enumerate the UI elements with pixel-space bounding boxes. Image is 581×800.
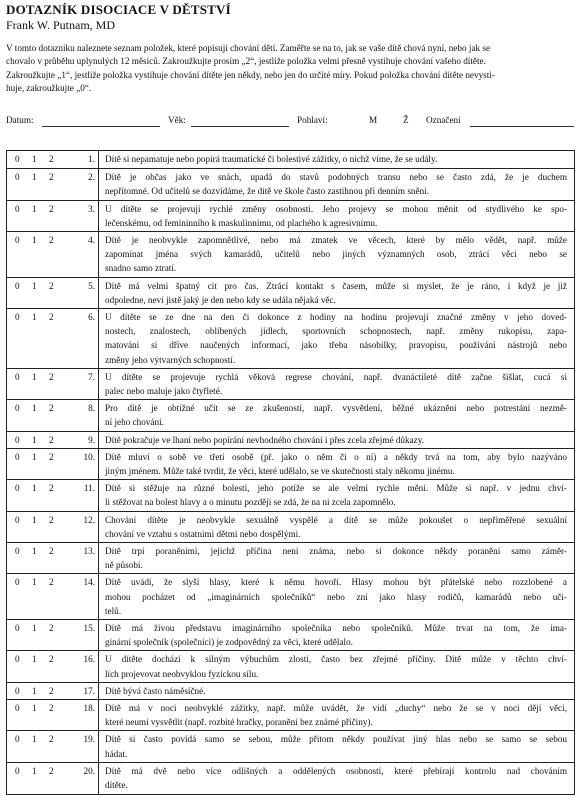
rating-option-2[interactable]: 2 [49, 483, 54, 494]
item-row [7, 542, 574, 573]
item-row [7, 431, 574, 448]
item-number: 20. [83, 765, 95, 776]
rating-option-0[interactable]: 0 [15, 514, 20, 525]
rating-option-0[interactable]: 0 [15, 654, 20, 665]
rating-option-1[interactable]: 1 [32, 685, 37, 696]
item-text-line: nepřítomné. Od učitelů se dozvídáme, že dítě ve škole často zastihnou při denním snění. [105, 186, 430, 197]
rating-option-1[interactable]: 1 [32, 546, 37, 556]
instructions-line: V tomto dotazníku naleznete seznam položek, které popisují chování dětí. Zaměřte se na to, jak se vaše dítě chová nyní, nebo jak se [6, 43, 491, 53]
item-text [105, 513, 567, 541]
item-text-line: Dítě uvádí, že slyší hlasy, které k němu hovoří. Hlasy mohou být přátelské nebo rozzlobené a [105, 577, 567, 588]
rating-option-0[interactable]: 0 [15, 280, 20, 291]
rating-option-0[interactable]: 0 [15, 734, 20, 745]
item-text [105, 152, 567, 166]
item-row [7, 730, 574, 761]
rating-option-0[interactable]: 0 [15, 403, 20, 414]
item-text-line: Dítě je občas jako ve snách, upadá do stavů podobných transu nebo se často zdá, že je duchem [105, 172, 567, 183]
item-text-line: Dítě má v noci neobvyklé zážitky, např. může uvádět, že vidí „duchy“ nebo že se v noci dějí věci, [105, 703, 567, 713]
rating-option-0[interactable]: 0 [15, 765, 20, 776]
rating-option-2[interactable]: 2 [49, 434, 54, 445]
rating-option-2[interactable]: 2 [49, 765, 54, 776]
item-row [7, 399, 574, 430]
item-number: 8. [88, 403, 95, 414]
item-text-line: Dítě si stěžuje na různé bolesti, jeho potíže se ale velmi rychle mění. Může si např. v jednu chví- [105, 483, 567, 494]
age-field[interactable] [191, 126, 289, 127]
item-row [7, 277, 574, 308]
item-text-line: Dítě má velmi špatný cit pro čas. Ztrácí kontakt s časem, může si myslet, že je ráno, i když je již [105, 280, 567, 291]
rating-option-1[interactable]: 1 [32, 765, 37, 776]
item-number: 3. [88, 203, 95, 214]
item-text-line: U dítěte dochází k silným výbuchům zlosti, často bez zřejmé příčiny. Dítě může v těchto chví- [105, 654, 567, 665]
rating-option-2[interactable]: 2 [49, 312, 54, 322]
rating-option-0[interactable]: 0 [15, 685, 20, 696]
item-number: 13. [83, 546, 95, 556]
item-text [105, 621, 567, 649]
rating-option-1[interactable]: 1 [32, 514, 37, 525]
rating-option-1[interactable]: 1 [32, 203, 37, 214]
rating-option-2[interactable]: 2 [49, 703, 54, 713]
item-text-line: změny jeho výtvarných schopností. [105, 354, 236, 365]
page-title: DOTAZNÍK DISOCIACE V DĚTSTVÍ [6, 2, 231, 17]
item-text [105, 764, 567, 792]
rating-option-0[interactable]: 0 [15, 154, 20, 164]
item-number: 19. [83, 734, 95, 745]
rating-option-2[interactable]: 2 [49, 451, 54, 462]
item-text [105, 732, 567, 760]
item-text-line: mohou pocházet od „imaginárních společníků“ nebo zní jako hlasy rodičů, kamarádů nebo uči- [105, 591, 567, 602]
item-text-line: lích projevovat neobvyklou fyzickou sílu. [105, 668, 259, 679]
item-row [7, 511, 574, 542]
item-row [7, 308, 574, 368]
item-text-line: lečenskému, od femininního k maskulinnímu, od plachého k agresivnímu. [105, 217, 378, 228]
item-text-line: matování si dříve naučených informací, jako třeba násobilky, pravopisu, používání nástrojů nebo [105, 340, 567, 351]
item-text [105, 433, 567, 447]
item-text [105, 170, 567, 198]
item-number: 11. [83, 483, 95, 494]
rating-option-1[interactable]: 1 [32, 623, 37, 633]
item-row [7, 682, 574, 699]
item-text-line: ně působí. [105, 560, 143, 571]
item-number: 15. [83, 623, 95, 633]
instructions [6, 42, 574, 96]
rating-option-0[interactable]: 0 [15, 577, 20, 588]
instructions-line: Zakroužkujte „1“, jestliže položka vystihuje chování dítěte jen někdy, nebo jen do určité míry. Pokud položka chování dítěte nevysti- [6, 69, 495, 80]
instructions-line: huje, zakroužkujte „0“. [6, 83, 92, 94]
rating-option-0[interactable]: 0 [15, 546, 20, 556]
rating-option-1[interactable]: 1 [32, 451, 37, 462]
rating-option-2[interactable]: 2 [49, 514, 54, 525]
item-text-line: Dítě mluví o sobě ve třetí osobě (př. jako o něm či o ní) a někdy trvá na tom, aby bylo nazýváno [105, 451, 567, 462]
respondent-fields [6, 115, 574, 129]
item-row [7, 168, 574, 199]
item-text [105, 544, 567, 572]
sex-option-f[interactable]: Ž [403, 115, 409, 125]
item-text-line: dítěte. [105, 780, 128, 790]
item-number: 14. [83, 577, 95, 588]
item-text-line: ginární společník (společníci) je zodpovědný za věci, které udělalo. [105, 637, 353, 648]
item-text-line: zapomínat jména svých kamarádů, učitelů nebo jiných významných osob, ztrácí věci nebo se [105, 249, 567, 260]
item-text-line: Dítě má dvě nebo více odlišných a oddělených osobností, které přebírají kontrolu nad chováním [105, 765, 567, 776]
item-text-line: chování ve vztahu s ostatními dětmi nebo dospělými. [105, 528, 301, 539]
rating-option-2[interactable]: 2 [49, 734, 54, 745]
label-field[interactable] [470, 126, 574, 127]
item-number: 16. [83, 654, 95, 665]
rating-option-2[interactable]: 2 [49, 172, 54, 183]
item-text [105, 481, 567, 509]
item-number: 9. [88, 434, 95, 445]
rating-option-1[interactable]: 1 [32, 703, 37, 713]
item-text-line: Chování dítěte je neobvykle sexuálně vyspělé a dítě se může pokoušet o nepřiměřené sexuální [105, 514, 567, 525]
rating-option-1[interactable]: 1 [32, 312, 37, 322]
item-row [7, 479, 574, 510]
item-text-line: odpoledne, neví jistě jaký je den nebo kdy se udála nějaká věc. [105, 294, 336, 305]
author: Frank W. Putnam, MD [6, 18, 116, 32]
rating-option-2[interactable]: 2 [49, 546, 54, 556]
item-row [7, 699, 574, 730]
item-row [7, 573, 574, 619]
label-label: Označení [426, 115, 461, 125]
item-number: 2. [88, 172, 95, 183]
item-text [105, 575, 567, 618]
item-text [105, 684, 567, 698]
item-number: 10. [83, 451, 95, 462]
rating-option-1[interactable]: 1 [32, 434, 37, 445]
item-text-line: Dítě je neobvykle zapomnětlivé, nebo má zmatek ve věcech, které by mělo vědět, např. může [105, 235, 567, 245]
item-text-line: hádat. [105, 748, 128, 759]
item-number: 1. [88, 154, 95, 164]
item-row [7, 650, 574, 681]
item-row [7, 200, 574, 231]
rating-option-1[interactable]: 1 [32, 734, 37, 745]
rating-option-2[interactable]: 2 [49, 235, 54, 245]
item-row [7, 151, 574, 168]
item-text [105, 202, 567, 230]
item-text-line: Dítě si nepamatuje nebo popírá traumatické či bolestivé zážitky, o nichž víme, že se udály. [105, 154, 438, 164]
rating-option-2[interactable]: 2 [49, 203, 54, 214]
item-text-line: Dítě pokračuje ve lhaní nebo popírání nevhodného chování i přes zcela zřejmé důkazy. [105, 434, 425, 445]
item-text-line: U dítěte se projevuje rychlá věková regrese chování, např. dvanáctileté dítě začne šišlat, cucá si [105, 371, 567, 382]
rating-option-1[interactable]: 1 [32, 403, 37, 414]
item-text-line: ní jeho chování. [105, 417, 164, 428]
item-row [7, 368, 574, 399]
item-row [7, 231, 574, 277]
item-text-line: které neumí vysvětlit (např. rozbité hračky, poranění bez známé příčiny). [105, 717, 373, 728]
date-label: Datum: [6, 115, 34, 125]
item-number: 4. [88, 235, 95, 245]
rating-option-2[interactable]: 2 [49, 577, 54, 588]
rating-option-0[interactable]: 0 [15, 703, 20, 713]
item-text [105, 701, 567, 729]
rating-option-0[interactable]: 0 [15, 434, 20, 445]
sex-option-m[interactable]: M [369, 115, 378, 125]
rating-option-1[interactable]: 1 [32, 280, 37, 291]
item-row [7, 448, 574, 479]
item-number: 17. [83, 685, 95, 696]
rating-option-2[interactable]: 2 [49, 371, 54, 382]
rating-option-2[interactable]: 2 [49, 685, 54, 696]
item-text-line: U dítěte se ze dne na den či dokonce z hodiny na hodinu projevují značné změny v jeho doved- [105, 312, 567, 322]
rating-option-1[interactable]: 1 [32, 577, 37, 588]
item-text-line: Dítě si často povídá samo se sebou, může přitom někdy používat jiný hlas nebo se samo se sebou [105, 734, 567, 745]
rating-option-2[interactable]: 2 [49, 654, 54, 665]
item-text-line: snadno samo ztratí. [105, 263, 177, 274]
item-number: 6. [88, 312, 95, 322]
item-text-line: U dítěte se projevují rychlé změny osobnosti. Jeho projevy se mohou měnit od stydlivého ke spo- [105, 203, 567, 214]
items-table [6, 150, 575, 795]
item-text [105, 310, 567, 367]
item-text [105, 401, 567, 429]
item-text [105, 279, 567, 307]
item-number: 18. [83, 703, 95, 713]
rating-option-0[interactable]: 0 [15, 371, 20, 382]
instructions-line: chovalo v průběhu uplynulých 12 měsíců. Zakroužkujte prosím „2“, jestliže položka velmi přesně vystihuje chování vašeho dítěte. [6, 56, 486, 67]
item-text-line: telů. [105, 605, 122, 616]
sex-label: Pohlaví: [297, 115, 328, 125]
rating-option-1[interactable]: 1 [32, 154, 37, 164]
rating-option-1[interactable]: 1 [32, 172, 37, 183]
rating-option-0[interactable]: 0 [15, 623, 20, 633]
rating-option-1[interactable]: 1 [32, 235, 37, 245]
rating-option-0[interactable]: 0 [15, 451, 20, 462]
item-text [105, 450, 567, 478]
rating-option-0[interactable]: 0 [15, 483, 20, 494]
item-text-line: Dítě má živou představu imaginárního společníka nebo společníků. Může trvat na tom, že ima- [105, 623, 567, 633]
item-text-line: palec nebo maluje jako čtyřleté. [105, 386, 223, 396]
rating-option-0[interactable]: 0 [15, 172, 20, 183]
rating-option-2[interactable]: 2 [49, 280, 54, 291]
item-text [105, 233, 567, 276]
rating-option-0[interactable]: 0 [15, 235, 20, 245]
item-number: 5. [88, 280, 95, 291]
item-row [7, 619, 574, 650]
item-text [105, 652, 567, 680]
rating-option-0[interactable]: 0 [15, 312, 20, 322]
rating-option-1[interactable]: 1 [32, 654, 37, 665]
item-text-line: Dítě bývá často náměsíčné. [105, 685, 206, 696]
item-number: 12. [83, 514, 95, 525]
date-field[interactable] [42, 126, 160, 127]
rating-option-2[interactable]: 2 [49, 623, 54, 633]
item-text-line: li stěžovat na bolest hlavy a o minutu později se zdá, že na ni zcela zapomnělo. [105, 497, 396, 508]
item-number: 7. [88, 371, 95, 382]
item-text-line: Dítě trpí poraněními, jejichž příčina není známa, nebo si dokonce někdy poranění samo záměr- [105, 546, 567, 556]
age-label: Věk: [168, 115, 186, 125]
rating-option-0[interactable]: 0 [15, 203, 20, 214]
item-text [105, 370, 567, 398]
item-text-line: Pro dítě je obtížné učit se ze zkušeností, např. vysvětlení, běžné ukáznění nebo potrestání nezmě- [105, 403, 567, 414]
item-row [7, 762, 574, 793]
rating-option-1[interactable]: 1 [32, 371, 37, 382]
rating-option-1[interactable]: 1 [32, 483, 37, 494]
rating-option-2[interactable]: 2 [49, 154, 54, 164]
item-text-line: jiným jménem. Může také tvrdit, že věci, které udělalo, se ve skutečnosti staly někomu jinému. [105, 466, 455, 476]
item-text-line: nostech, znalostech, oblíbených jídlech, sportovních schopnostech, např. změny rukopisu, zapa- [105, 326, 567, 337]
rating-option-2[interactable]: 2 [49, 403, 54, 414]
